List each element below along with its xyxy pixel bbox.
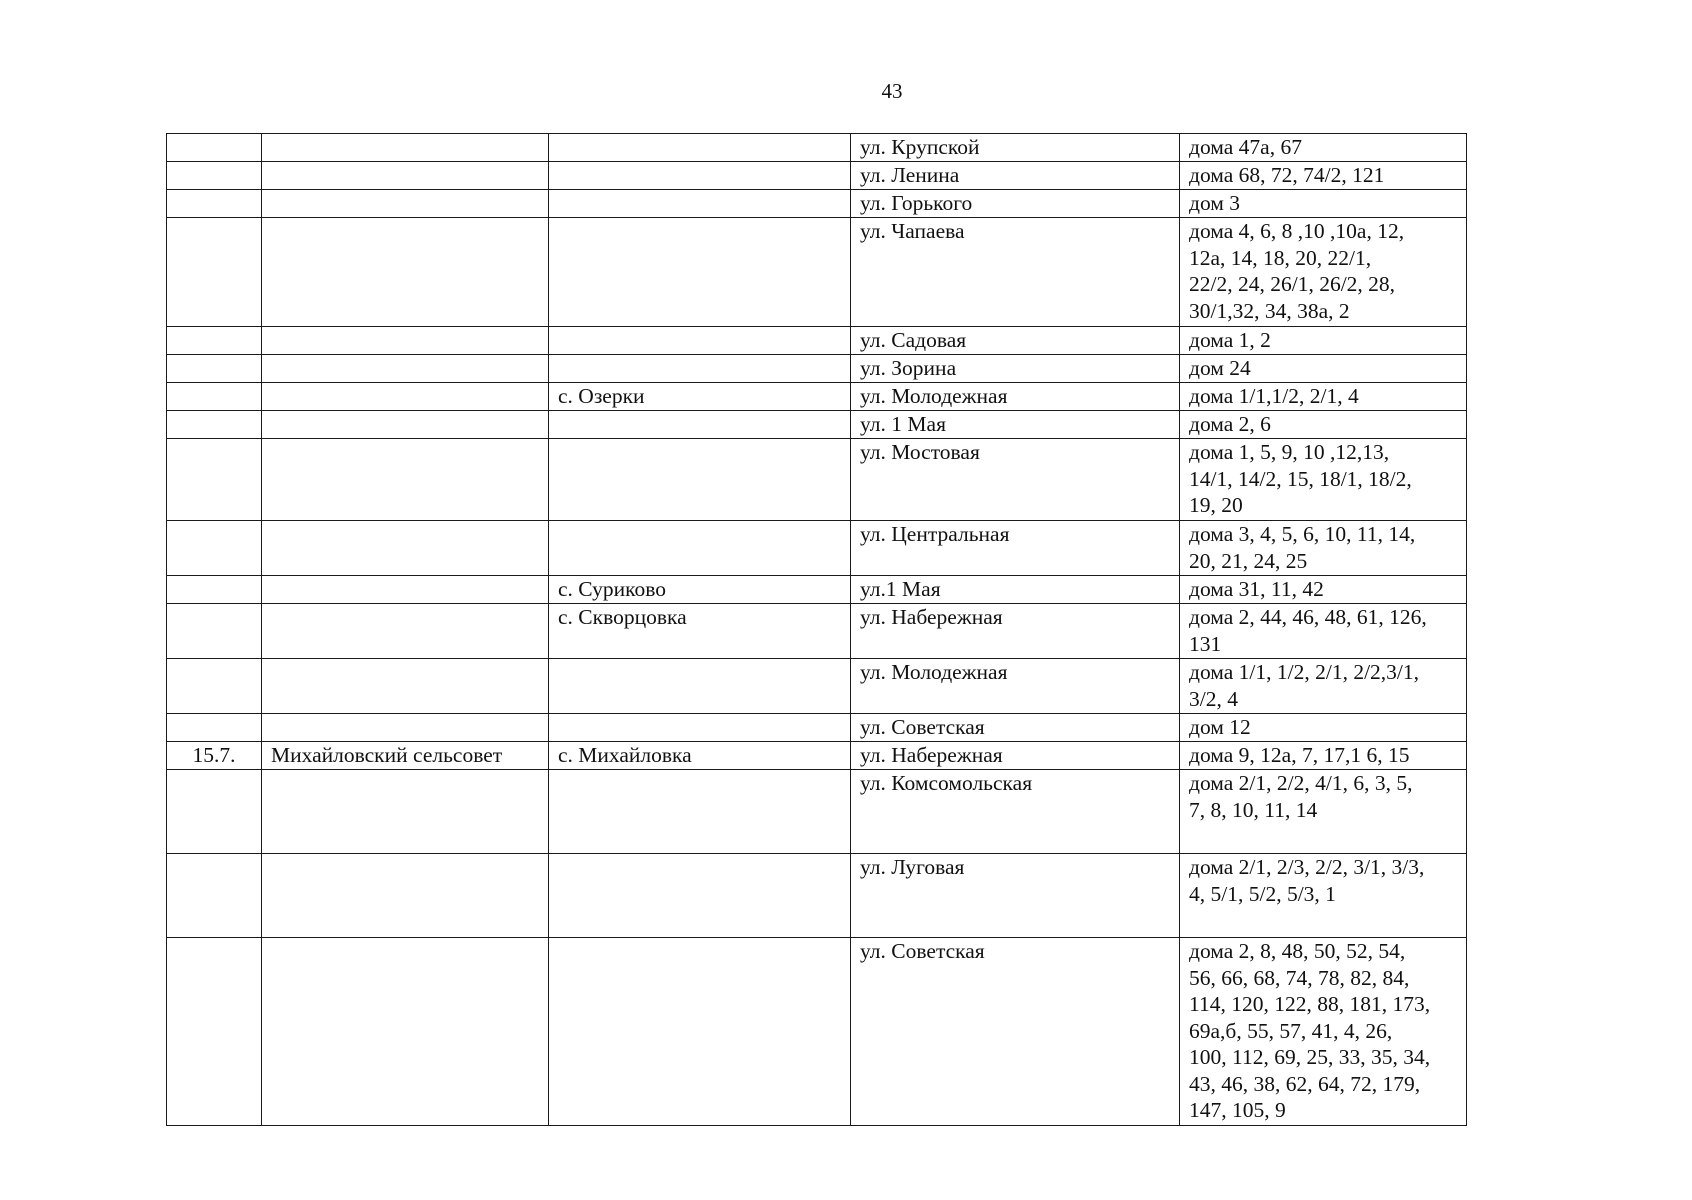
cell-council	[262, 218, 549, 327]
cell-village	[549, 854, 851, 938]
cell-council	[262, 190, 549, 218]
cell-street: ул.1 Мая	[851, 576, 1180, 604]
cell-houses: дома 2, 8, 48, 50, 52, 54, 56, 66, 68, 74, 78, 82, 84, 114, 120, 122, 88, 181, 173, 69а,б, 55, 57, 41, 4, 26, 100, 112, 69, 25, 33, 35, 34, 43, 46, 38, 62, 64, 72, 179, 147, 105, 9	[1180, 938, 1467, 1126]
cell-village	[549, 521, 851, 576]
cell-village	[549, 190, 851, 218]
cell-number	[167, 218, 262, 327]
cell-street: ул. Ленина	[851, 162, 1180, 190]
cell-village: с. Озерки	[549, 383, 851, 411]
table-row	[167, 770, 1467, 854]
cell-street: ул. Молодежная	[851, 383, 1180, 411]
cell-village	[549, 411, 851, 439]
address-table	[166, 133, 1467, 1126]
cell-number	[167, 521, 262, 576]
cell-street: ул. Комсомольская	[851, 770, 1180, 854]
cell-number	[167, 411, 262, 439]
table-row	[167, 327, 1467, 355]
cell-number	[167, 327, 262, 355]
cell-council	[262, 576, 549, 604]
cell-village	[549, 659, 851, 714]
table-row	[167, 439, 1467, 521]
cell-houses: дома 2/1, 2/3, 2/2, 3/1, 3/3, 4, 5/1, 5/2, 5/3, 1	[1180, 854, 1467, 938]
cell-village	[549, 355, 851, 383]
cell-houses: дома 4, 6, 8 ,10 ,10а, 12, 12а, 14, 18, 20, 22/1, 22/2, 24, 26/1, 26/2, 28, 30/1,32, 34, 38а, 2	[1180, 218, 1467, 327]
cell-council	[262, 383, 549, 411]
cell-village	[549, 218, 851, 327]
cell-number	[167, 576, 262, 604]
cell-village	[549, 134, 851, 162]
cell-council	[262, 938, 549, 1126]
cell-number	[167, 355, 262, 383]
cell-number	[167, 854, 262, 938]
cell-village: с. Михайловка	[549, 742, 851, 770]
cell-street: ул. Мостовая	[851, 439, 1180, 521]
cell-council	[262, 411, 549, 439]
cell-village: с. Суриково	[549, 576, 851, 604]
cell-number	[167, 162, 262, 190]
cell-street: ул. Луговая	[851, 854, 1180, 938]
cell-village	[549, 439, 851, 521]
cell-number	[167, 938, 262, 1126]
cell-number	[167, 714, 262, 742]
cell-houses: дома 3, 4, 5, 6, 10, 11, 14, 20, 21, 24, 25	[1180, 521, 1467, 576]
cell-street: ул. Садовая	[851, 327, 1180, 355]
table-row	[167, 134, 1467, 162]
cell-number	[167, 604, 262, 659]
cell-number	[167, 383, 262, 411]
cell-village	[549, 938, 851, 1126]
cell-street: ул. Молодежная	[851, 659, 1180, 714]
cell-council	[262, 439, 549, 521]
cell-street: ул. Набережная	[851, 742, 1180, 770]
cell-council	[262, 659, 549, 714]
cell-street: ул. Чапаева	[851, 218, 1180, 327]
cell-council	[262, 327, 549, 355]
cell-street: ул. Зорина	[851, 355, 1180, 383]
cell-village	[549, 714, 851, 742]
table-row	[167, 659, 1467, 714]
cell-number	[167, 439, 262, 521]
cell-houses: дома 2/1, 2/2, 4/1, 6, 3, 5, 7, 8, 10, 11, 14	[1180, 770, 1467, 854]
cell-houses: дома 1/1,1/2, 2/1, 4	[1180, 383, 1467, 411]
cell-village	[549, 162, 851, 190]
cell-houses: дома 31, 11, 42	[1180, 576, 1467, 604]
cell-number	[167, 134, 262, 162]
cell-number: 15.7.	[167, 742, 262, 770]
table-row	[167, 521, 1467, 576]
cell-street: ул. Советская	[851, 714, 1180, 742]
cell-council	[262, 134, 549, 162]
cell-council	[262, 604, 549, 659]
cell-village	[549, 770, 851, 854]
cell-houses: дома 68, 72, 74/2, 121	[1180, 162, 1467, 190]
cell-houses: дома 1/1, 1/2, 2/1, 2/2,3/1, 3/2, 4	[1180, 659, 1467, 714]
cell-council	[262, 770, 549, 854]
table-row	[167, 938, 1467, 1126]
cell-houses: дом 3	[1180, 190, 1467, 218]
cell-council	[262, 355, 549, 383]
cell-houses: дома 2, 44, 46, 48, 61, 126, 131	[1180, 604, 1467, 659]
cell-number	[167, 659, 262, 714]
cell-houses: дома 47а, 67	[1180, 134, 1467, 162]
cell-council	[262, 714, 549, 742]
cell-village: с. Скворцовка	[549, 604, 851, 659]
cell-village	[549, 327, 851, 355]
cell-houses: дом 12	[1180, 714, 1467, 742]
table-row	[167, 383, 1467, 411]
page-number: 43	[881, 79, 903, 103]
cell-street: ул. Советская	[851, 938, 1180, 1126]
cell-houses: дома 1, 2	[1180, 327, 1467, 355]
cell-houses: дом 24	[1180, 355, 1467, 383]
cell-street: ул. 1 Мая	[851, 411, 1180, 439]
cell-houses: дома 1, 5, 9, 10 ,12,13, 14/1, 14/2, 15, 18/1, 18/2, 19, 20	[1180, 439, 1467, 521]
cell-council	[262, 521, 549, 576]
table-row	[167, 190, 1467, 218]
table-row	[167, 218, 1467, 327]
table-row	[167, 742, 1467, 770]
cell-houses: дома 2, 6	[1180, 411, 1467, 439]
cell-number	[167, 190, 262, 218]
table-row	[167, 714, 1467, 742]
table-row	[167, 854, 1467, 938]
cell-street: ул. Крупской	[851, 134, 1180, 162]
table-row	[167, 604, 1467, 659]
cell-street: ул. Горького	[851, 190, 1180, 218]
table-row	[167, 411, 1467, 439]
table-row	[167, 355, 1467, 383]
table-row	[167, 162, 1467, 190]
cell-street: ул. Набережная	[851, 604, 1180, 659]
cell-council	[262, 854, 549, 938]
table-row	[167, 576, 1467, 604]
cell-street: ул. Центральная	[851, 521, 1180, 576]
cell-houses: дома 9, 12а, 7, 17,1 6, 15	[1180, 742, 1467, 770]
cell-council: Михайловский сельсовет	[262, 742, 549, 770]
cell-number	[167, 770, 262, 854]
cell-council	[262, 162, 549, 190]
